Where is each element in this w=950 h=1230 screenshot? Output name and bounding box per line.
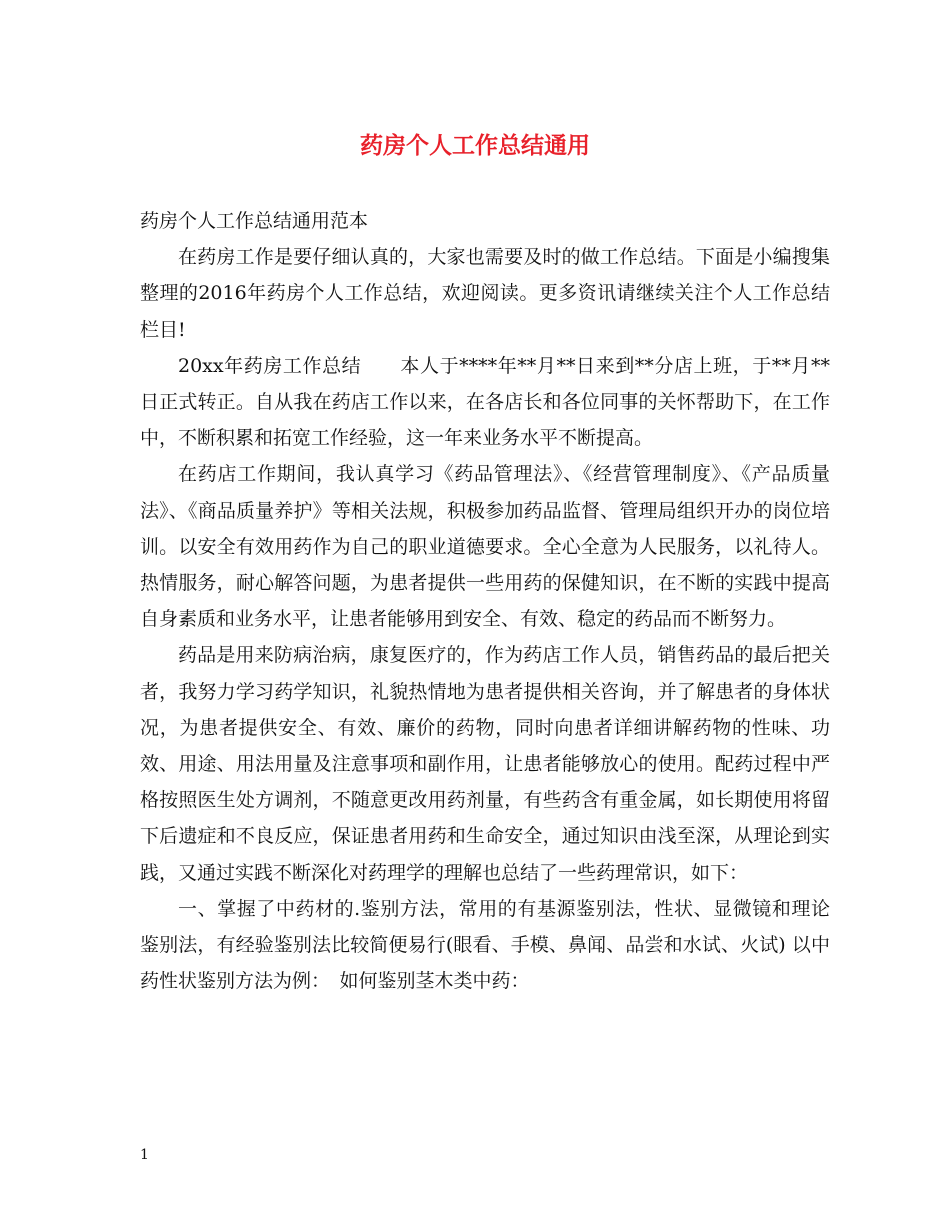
document-subtitle: 药房个人工作总结通用范本 bbox=[140, 210, 369, 232]
page-number: 1 bbox=[140, 1147, 149, 1163]
document-body bbox=[140, 203, 830, 999]
paragraph-regulations: 在药店工作期间，我认真学习《药品管理法》、《经营管理制度》、《产品质量法》、《商品质量养护》等相关法规，积极参加药品监督、管理局组织开办的岗位培训。以安全有效用药作为自己的职业道德要求。全心全意为人民服务，以礼待人。热情服务，耐心解答问题，为患者提供一些用药的保健知识，在不断的实践中提高自身素质和业务水平，让患者能够用到安全、有效、稳定的药品而不断努力。 bbox=[140, 463, 830, 631]
paragraph-herb-identification: 一、掌握了中药材的.鉴别方法，常用的有基源鉴别法，性状、显微镜和理论鉴别法，有经验鉴别法比较简便易行(眼看、手模、鼻闻、品尝和水试、火试) 以中药性状鉴别方法为例： 如何鉴别茎木类中药： bbox=[140, 897, 830, 993]
paragraph-pharmacy-duty: 药品是用来防病治病，康复医疗的，作为药店工作人员，销售药品的最后把关者，我努力学习药学知识，礼貌热情地为患者提供相关咨询，并了解患者的身体状况，为患者提供安全、有效、廉价的药物，同时向患者详细讲解药物的性味、功效、用途、用法用量及注意事项和副作用，让患者能够放心的使用。配药过程中严格按照医生处方调剂，不随意更改用药剂量，有些药含有重金属，如长期使用将留下后遗症和不良反应，保证患者用药和生命安全，通过知识由浅至深，从理论到实践，又通过实践不断深化对药理学的理解也总结了一些药理常识，如下： bbox=[140, 644, 830, 884]
paragraph-intro: 在药房工作是要仔细认真的，大家也需要及时的做工作总结。下面是小编搜集整理的2016年药房个人工作总结，欢迎阅读。更多资讯请继续关注个人工作总结栏目! bbox=[140, 246, 830, 341]
paragraph-summary-start: 20xx年药房工作总结 本人于****年**月**日来到**分店上班，于**月**日正式转正。自从我在药店工作以来，在各店长和各位同事的关怀帮助下，在工作中，不断积累和拓宽工作经验，这一年来业务水平不断提高。 bbox=[140, 354, 830, 450]
document-title: 药房个人工作总结通用 bbox=[360, 132, 590, 159]
